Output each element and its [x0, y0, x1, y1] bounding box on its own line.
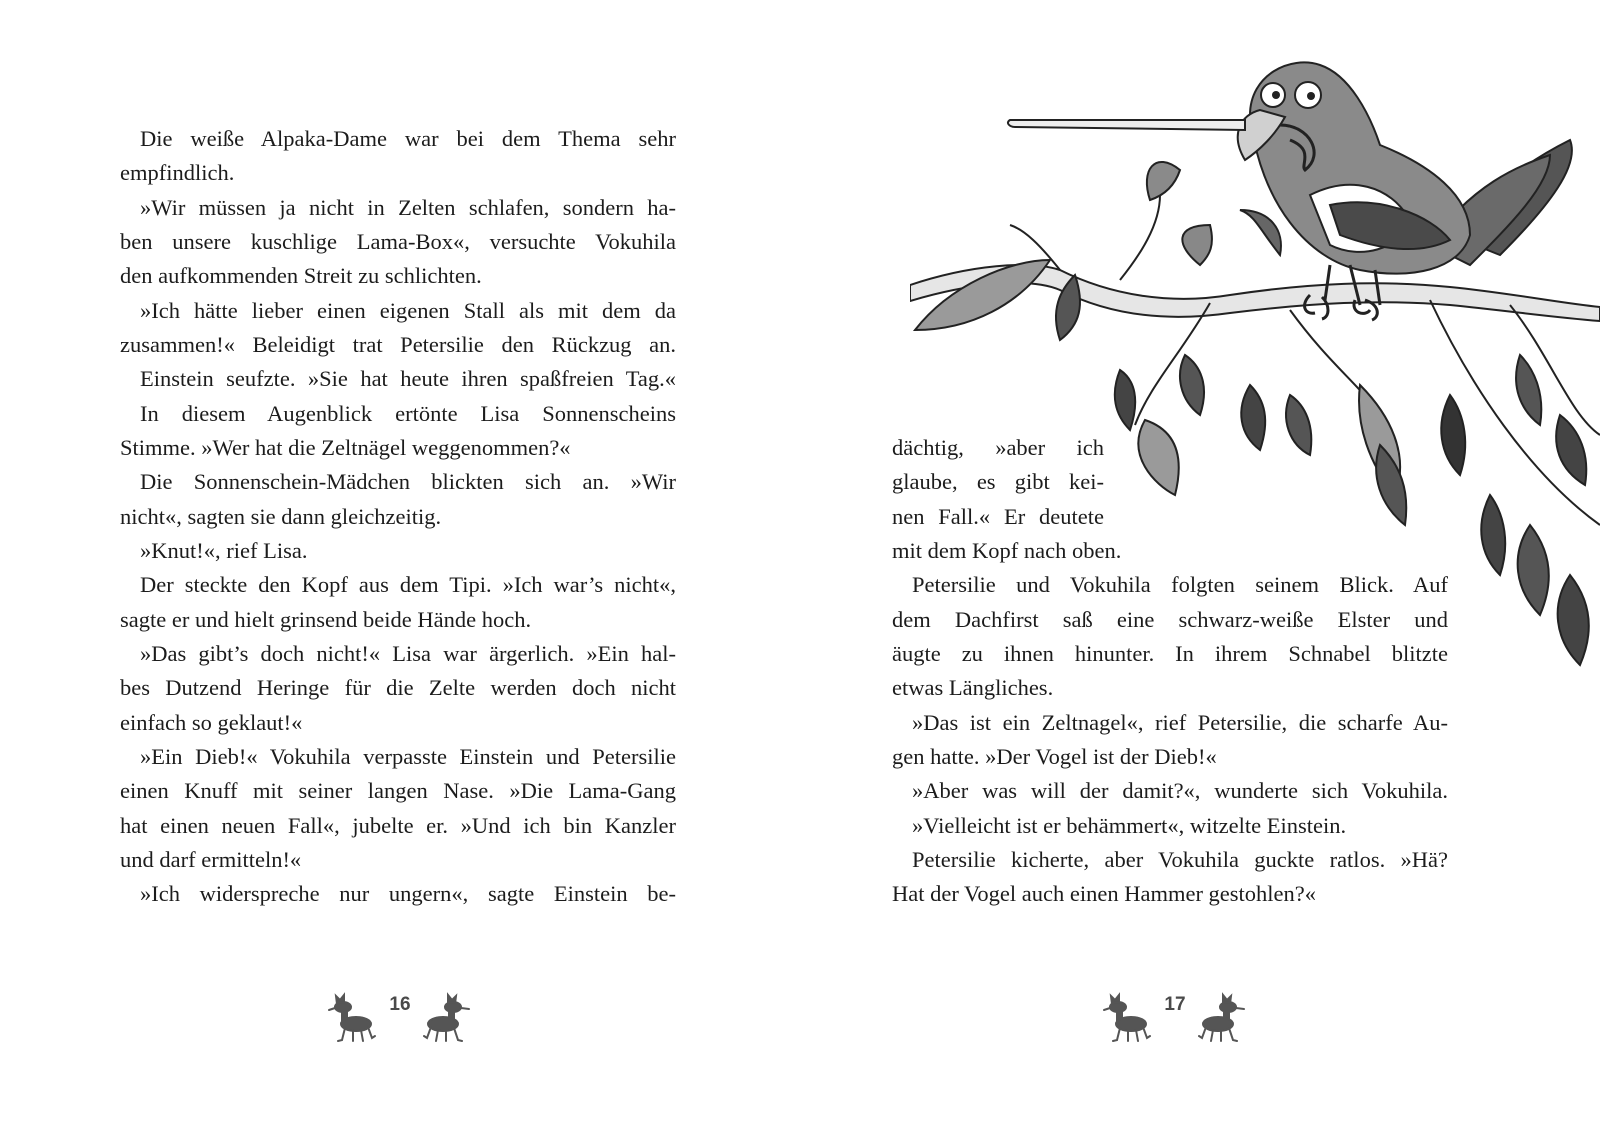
text-line: einfach so geklaut!« — [120, 710, 303, 735]
text-line: »Vielleicht ist er behämmert«, witzelte Einstein. — [912, 813, 1347, 838]
magpie-bird — [1008, 62, 1572, 320]
right-page — [800, 0, 1600, 1131]
text-line: hat einen neuen Fall«, jubelte er. »Und ich bin Kanzler — [120, 813, 676, 838]
text-line: »Ich widerspreche nur ungern«, sagte Einstein be- — [140, 881, 676, 906]
page-number: 17 — [1164, 994, 1186, 1015]
page-footer — [1100, 990, 1260, 1046]
text-line: Einstein seufzte. »Sie hat heute ihren spaßfreien Tag.« — [140, 366, 676, 391]
text-line: den aufkommenden Streit zu schlichten. — [120, 263, 482, 288]
text-line: etwas Längliches. — [892, 675, 1054, 700]
text-line: »Das ist ein Zeltnagel«, rief Petersilie, die scharfe Au- — [912, 710, 1448, 735]
text-line: äugte zu ihnen hinunter. In ihrem Schnabel blitzte — [892, 641, 1448, 666]
text-line: mit dem Kopf nach oben. — [892, 538, 1122, 563]
page-footer — [325, 990, 485, 1046]
text-line: zusammen!« Beleidigt trat Petersilie den Rückzug an. — [120, 332, 676, 357]
text-line: gen hatte. »Der Vogel ist der Dieb!« — [892, 744, 1217, 769]
text-line: empfindlich. — [120, 160, 235, 185]
text-line: Die Sonnenschein-Mädchen blickten sich an. »Wir — [140, 469, 676, 494]
text-line: nen Fall.« Er deutete — [892, 504, 1104, 529]
text-line: Hat der Vogel auch einen Hammer gestohlen?« — [892, 881, 1317, 906]
llama-icon — [1100, 990, 1152, 1046]
text-line: und darf ermitteln!« — [120, 847, 302, 872]
text-line: ben unsere kuschlige Lama-Box«, versuchte Vokuhila — [120, 229, 676, 254]
text-line: sagte er und hielt grinsend beide Hände hoch. — [120, 607, 532, 632]
text-line: »Ein Dieb!« Vokuhila verpasste Einstein und Petersilie — [140, 744, 676, 769]
text-line: Die weiße Alpaka-Dame war bei dem Thema sehr — [140, 126, 676, 151]
text-line: »Aber was will der damit?«, wunderte sich Vokuhila. — [912, 778, 1448, 803]
llama-icon — [1198, 990, 1250, 1046]
text-line: »Das gibt’s doch nicht!« Lisa war ärgerlich. »Ein hal- — [140, 641, 676, 666]
text-line: bes Dutzend Heringe für die Zelte werden doch nicht — [120, 675, 676, 700]
text-line: nicht«, sagten sie dann gleichzeitig. — [120, 504, 442, 529]
text-line: In diesem Augenblick ertönte Lisa Sonnenscheins — [140, 401, 676, 426]
text-line: »Ich hätte lieber einen eigenen Stall als mit dem da — [140, 298, 676, 323]
text-line: Stimme. »Wer hat die Zeltnägel weggenommen?« — [120, 435, 571, 460]
text-line: Der steckte den Kopf aus dem Tipi. »Ich war’s nicht«, — [140, 572, 676, 597]
text-line: »Wir müssen ja nicht in Zelten schlafen, sondern ha- — [140, 195, 676, 220]
llama-icon — [423, 990, 475, 1046]
text-line: Petersilie kicherte, aber Vokuhila guckte ratlos. »Hä? — [912, 847, 1448, 872]
text-line: dem Dachfirst saß eine schwarz-weiße Elster und — [892, 607, 1448, 632]
text-line: dächtig, »aber ich — [892, 435, 1104, 460]
text-line: »Knut!«, rief Lisa. — [140, 538, 308, 563]
text-line: Petersilie und Vokuhila folgten seinem Blick. Auf — [912, 572, 1448, 597]
page-number: 16 — [389, 994, 411, 1015]
llama-icon — [325, 990, 377, 1046]
text-line: einen Knuff mit seiner langen Nase. »Die Lama-Gang — [120, 778, 676, 803]
text-line: glaube, es gibt kei- — [892, 469, 1104, 494]
